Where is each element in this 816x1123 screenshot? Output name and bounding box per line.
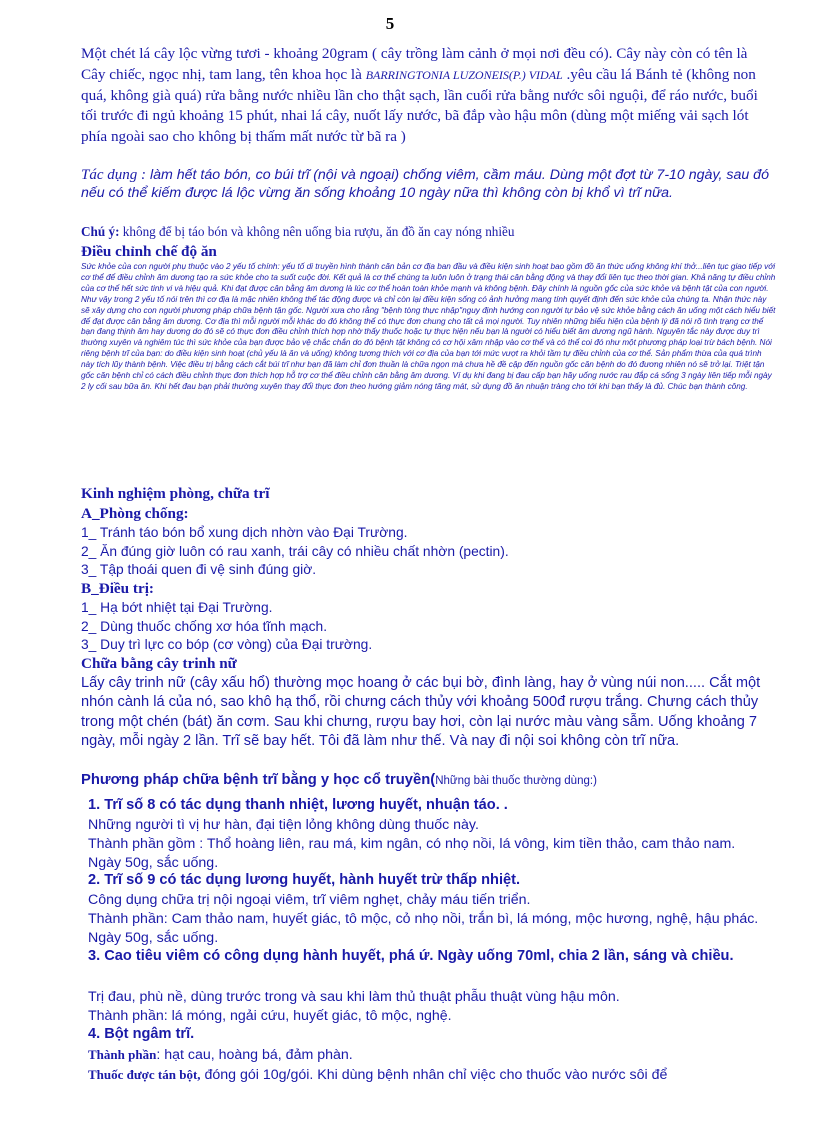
remedy-line: Công dụng chữa trị nội ngoại viêm, trĩ viêm nghẹt, chảy máu tiến triển. [88,892,531,908]
remedy-3-text [88,988,772,1026]
remedy-4-text [88,1045,772,1085]
remedy-line [88,1065,772,1085]
list-item: 3_ Tập thoái quen đi vệ sinh đúng giờ. [81,562,317,578]
ingredients-text: : hạt cau, hoàng bá, đảm phàn. [156,1047,353,1063]
effects-text: làm hết táo bón, co búi trĩ (nội và ngoại) chống viêm, cầm máu. Dùng một đợt từ 7-10 ngày, sau đó nếu có thể kiếm được lá lộc vừng ăn sống khoảng 10 ngày nữa thì không còn bị khổ vì trĩ nữa. [81,167,769,201]
list-item: 2_ Ăn đúng giờ luôn có rau xanh, trái cây có nhiều chất nhờn (pectin). [81,543,509,559]
ingredients-label: Thành phần [88,1047,157,1062]
note-text: không để bị táo bón và không nên uống bia rượu, ăn đồ ăn cay nóng nhiều [119,224,515,239]
preparation-label: Thuốc được tán bột, [88,1067,201,1082]
list-item: 3_ Duy trì lực co bóp (cơ vòng) của Đại trường. [81,637,373,653]
heading-note: Những bài thuốc thường dùng:) [435,775,597,787]
remedy-2-text [88,891,772,948]
paragraph-text: Một chét lá cây lộc vừng tươi - khoảng 20gram ( cây trồng làm cảnh ở mọi nơi đều có). Cây này còn có tên là Cây chiếc, ngọc nhị, tam lang, tên khoa học là [81,45,748,83]
preparation-text: đóng gói 10g/gói. Khi dùng bệnh nhân chỉ việc cho thuốc vào nước sôi để [200,1067,668,1083]
remedy-line: Thành phần: lá móng, ngải cứu, huyết giác, tô mộc, nghệ. [88,1008,452,1024]
heading-diet: Điều chỉnh chế độ ăn [81,243,217,260]
remedy-3-heading: 3. Cao tiêu viêm có công dụng hành huyết, phá ứ. Ngày uống 70ml, chia 2 lần, sáng và chiều. [88,948,734,964]
treatment-list [81,599,771,655]
remedy-line: Những người tì vị hư hàn, đại tiện lỏng không dùng thuốc này. [88,817,479,833]
remedy-line: Thành phần: Cam thảo nam, huyết giác, tô mộc, cỏ nhọ nồi, trắn bì, lá móng, mộc hương, nghệ, hậu phác. Ngày 50g, sắc uống. [88,911,759,946]
paragraph-text: .yêu cầu lá Bánh tẻ (không non quá, không già quá) rửa bằng nước nhiều lần cho thật sạch, lần cuối rửa bằng nước sôi nguội, để ráo nước, buổi tối trước đi ngủ khoảng 15 phút, nhai lá cây, nuốt lấy nước, bã đắp vào hậu môn (dùng một miếng vải sạch lót phía ngoài sao cho không bị thấm mất nước từ bã ra ) [81,65,758,146]
remedy-2-heading: 2. Trĩ số 9 có tác dụng lương huyết, hành huyết trừ thấp nhiệt. [88,872,521,888]
heading-text: Phương pháp chữa bệnh trĩ bằng y học cổ truyền( [81,772,436,788]
heading-treatment: B_Điều trị: [81,580,154,597]
remedy-1-heading: 1. Trĩ số 8 có tác dụng thanh nhiệt, lương huyết, nhuận táo. . [88,797,508,813]
list-item: 2_ Dùng thuốc chống xơ hóa tĩnh mạch. [81,618,328,634]
note-label: Chú ý: [81,224,120,239]
remedy-line [88,1045,772,1065]
paragraph-note [81,223,771,241]
remedy-line: Thành phần gồm : Thổ hoàng liên, rau má, kim ngân, có nhọ nồi, lá vông, kim tiền thảo, cam thảo nam. Ngày 50g, sắc uống. [88,836,736,871]
paragraph-effects [81,166,771,202]
effects-label: Tác dụng : [81,167,146,183]
paragraph-loc-vung [81,44,771,148]
scientific-name: BARRINGTONIA LUZONEIS(P.) VIDAL [365,67,563,82]
list-item: 1_ Hạ bớt nhiệt tại Đại Trường. [81,600,273,615]
heading-traditional-medicine [81,772,597,788]
page-number: 5 [385,14,395,33]
remedy-4-heading: 4. Bột ngâm trĩ. [88,1026,195,1042]
prevention-list [81,524,771,580]
remedy-line: Trị đau, phù nề, dùng trước trong và sau khi làm thủ thuật phẫu thuật vùng hậu môn. [88,989,620,1005]
heading-trinh-nu: Chữa bằng cây trinh nữ [81,655,237,672]
remedy-1-text [88,816,772,873]
heading-prevention: A_Phòng chống: [81,505,189,522]
heading-experience: Kinh nghiệm phòng, chữa trĩ [81,485,270,502]
list-item: 1_ Tránh táo bón bổ xung dịch nhờn vào Đại Trường. [81,525,408,540]
diet-small-text: Sức khỏe của con người phụ thuộc vào 2 yếu tố chính: yếu tố di truyền hình thành căn bản cơ địa ban đầu và điều kiện sinh hoạt bao gồm đồ ăn thức uống không khí thở...liên tục giao tiếp với cơ thể để điều chỉnh âm dương tạo ra sức khỏe cho ta suốt cuộc đời. Kết quả là cơ thể chúng ta luôn luôn ở trạng thái cân bằng động và thay đổi liên tục theo thời gian. Khả năng tự điều chỉnh của cơ thể hết sức tinh vi và hiệu quả. Khi đạt được cân bằng âm dương là lúc cơ thể hoàn toàn khỏe mạnh và không bệnh. Đây chính là nguồn gốc của sức khỏe và bệnh tật của con người. Như vậy trong 2 yếu tố nói trên thì cơ địa là mặc nhiên không thể tác động được và chỉ còn lại điều kiện sống có ảnh hưởng mang tính quyết định đến sức khỏe của chúng ta. Nhận thức này sẽ xây dựng cho con người phương pháp chữa bệnh tận gốc. Người xưa cho rằng "bệnh tòng thực nhập"nguy định hướng con người tự bảo vệ sức khỏe bằng cách ăn uống một cách hiểu biết để đạt được cân bằng âm dương. Cơ địa thì mỗi người mỗi khác do đó không thể có thực đơn chung cho tất cả mọi người. Tuy nhiên những biểu hiện của bệnh lý đã nói rõ tình trạng cơ thể bạn đang thịnh âm hay dương do đó sẽ có thực đơn điều chỉnh thích hợp nhờ thấy thuốc hoặc tự thực hiện nếu bạn là người có hiểu biết âm dương ngũ hành. Nguyên tắc này được duy trì thường xuyên và nghiêm túc thì sức khỏe của bạn được bảo vệ chắc chắn do đó bệnh tật không có cơ hội xâm nhập vào cơ thể và có thể coi đó như một phương pháp loại trừ bách bệnh. Nói riêng bệnh trĩ của bạn: do điều kiện sinh hoạt (chủ yếu là ăn và uống) không tương thích với cơ địa của bạn tới mức vượt ra khỏi tầm tự điều chỉnh của cơ thể. Sản phẩm thừa của quá trình này tích lũy thành bệnh. Việc điều trị bằng cách cắt búi trĩ như bạn đã làm chỉ đơn thuần là chữa ngọn mà chưa hề đề cập đến nguồn gốc căn bệnh do đó đương nhiên nó sẽ trở lại. Triệt tận gốc căn bệnh chỉ có cách điều chỉnh thực đơn thích hợp hỗ trợ cơ thể điều chỉnh cân bằng âm dương. Ví dụ khi đang bị đau cấp bạn hãy uống nước rau đắp cá sống 3 ngày liên tiếp mỗi ngày 2 ly cối sau bữa ăn. Khi hết đau bạn phải thường xuyên thay đổi thực đơn theo hướng giảm nóng tăng mát, sử dụng đồ ăn nhuận tràng cho tới khi bạn thấy là đủ. Chúc bạn thành công. [81,262,776,391]
paragraph-trinh-nu: Lấy cây trinh nữ (cây xấu hổ) thường mọc hoang ở các bụi bờ, đình làng, hay ở vùng núi non..... Cắt một nhón cành lá của nó, sao khô hạ thổ, rồi chưng cách thủy với khoảng 500đ rượu trắng. Chưng cách thủy trong một chén (bát) ăn cơm. Sau khi chưng, rượu bay hơi, còn lại nước màu vàng sẫm. Uống khoảng 7 ngày, mỗi ngày 2 lần. Trĩ sẽ bay hết. Tôi đã làm như thế. Và nay đi nội soi không còn trĩ nữa. [81,675,761,749]
